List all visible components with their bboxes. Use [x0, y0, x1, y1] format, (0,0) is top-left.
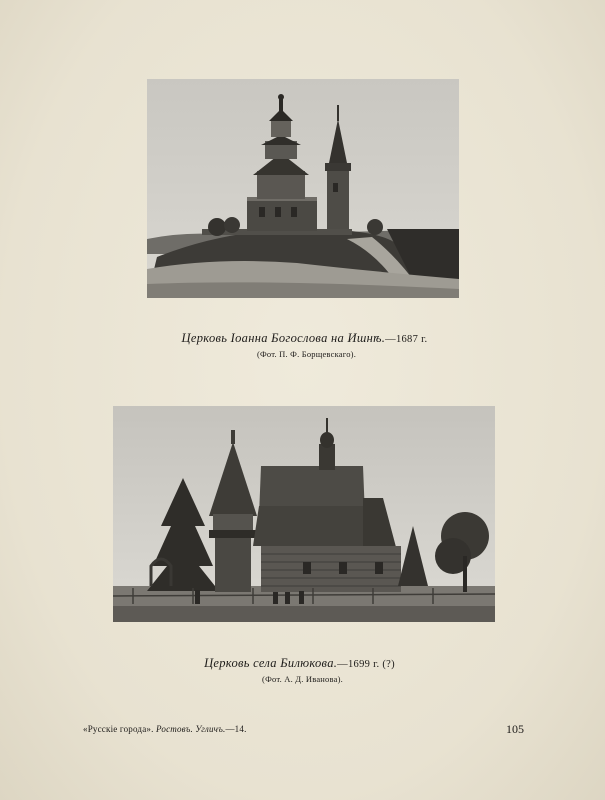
- photo-credit-1: (Фот. П. Ф. Борщевскаго).: [256, 349, 357, 359]
- caption-date: —1699 г. (?): [337, 659, 395, 670]
- footer-series: «Русскіе города».: [83, 724, 154, 734]
- caption-title: Церковь Іоанна Богослова на Ишнѣ.: [181, 331, 386, 345]
- running-footer: [83, 724, 247, 734]
- photo-church-ishna: [147, 79, 459, 298]
- photo-church-bilyukovo: [113, 406, 495, 622]
- caption-plate-2: [0, 656, 602, 671]
- caption-plate-1: [2, 331, 605, 346]
- page-number: 105: [506, 722, 524, 736]
- caption-title: Церковь села Билюкова.: [204, 656, 338, 670]
- caption-date: —1687 г.: [385, 334, 428, 345]
- footer-issue: —14.: [225, 724, 247, 734]
- photo-credit-2: (Фот. А. Д. Иванова).: [262, 674, 343, 684]
- footer-city: Ростовъ. Угличъ.: [156, 724, 226, 734]
